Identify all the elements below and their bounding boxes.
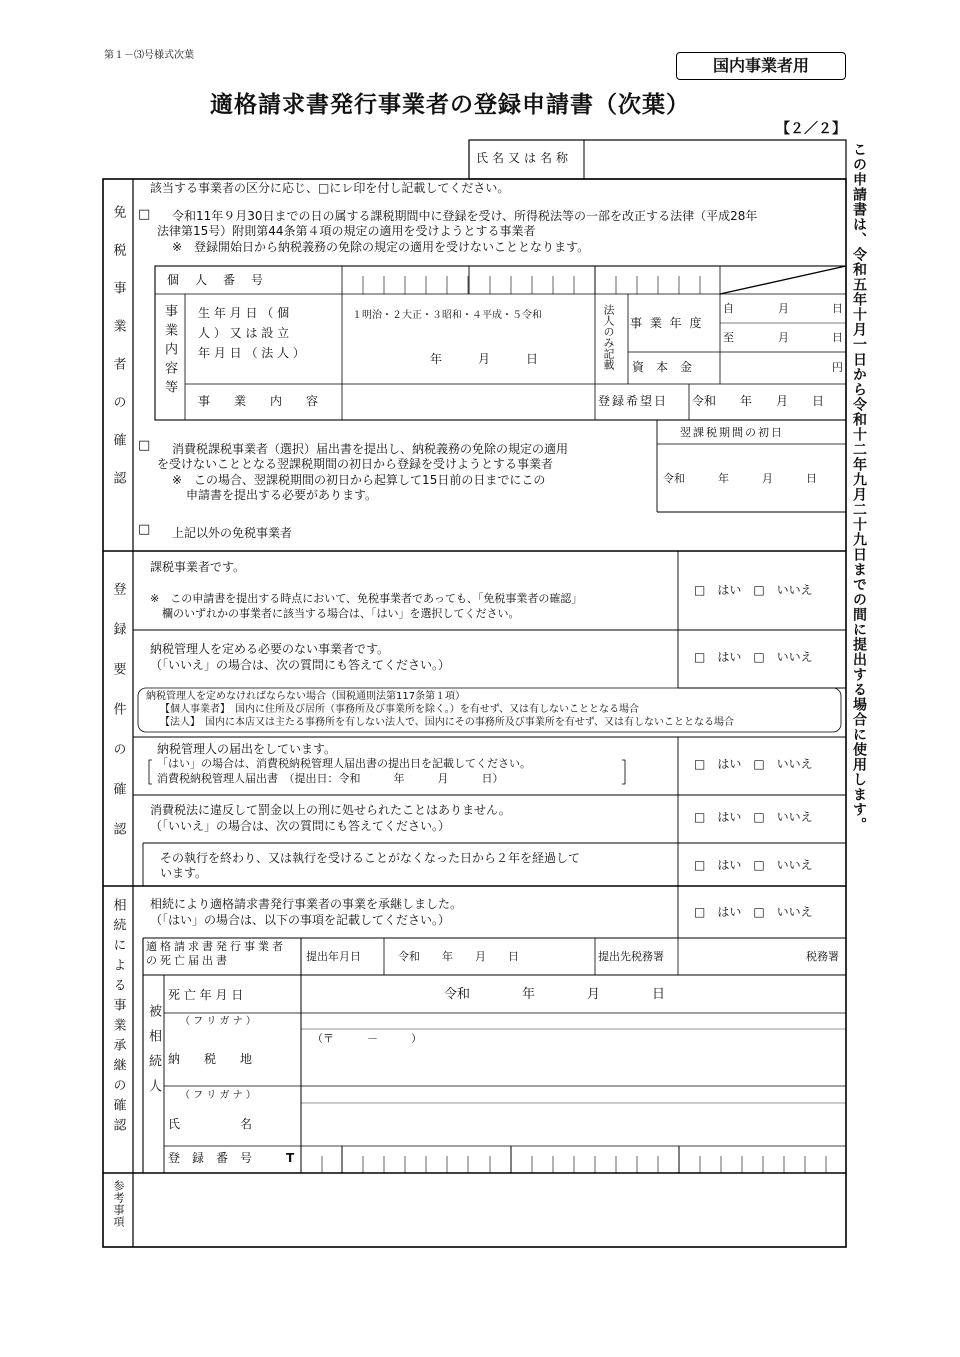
exempt-opt2-note2: 申請書を提出する必要があります。 xyxy=(186,488,378,502)
section-label-reference xyxy=(108,1180,128,1240)
reg-q3-line2: 「はい」の場合は、消費税納税管理人届出書の提出日を記載してください。 xyxy=(157,757,531,770)
name-input[interactable] xyxy=(586,142,844,177)
reg-q2-line2: （「いいえ」の場合は、次の質問にも答えてください。） xyxy=(150,658,451,672)
death-date-value[interactable]: 令和 年 月 日 xyxy=(444,987,666,1002)
dob-label-line2: 人 ） 又 は 設 立 xyxy=(198,326,290,340)
checkbox-exempt-opt2[interactable]: □ xyxy=(138,438,151,453)
corp-only-label: 法人のみ記載 xyxy=(602,304,615,370)
name-label: 氏名又は名称 xyxy=(476,151,573,165)
reg-q2-box-corporation: 【法人】 国内に本店又は主たる事務所を有しない法人で、国内にその事務所及び事業所を有せず、又は有しないこととなる場合 xyxy=(160,717,734,728)
fiscal-year-label: 事 業 年 度 xyxy=(630,316,704,330)
next-period-value[interactable]: 令和 年 月 日 xyxy=(663,472,817,485)
fiscal-from-month[interactable]: 月 xyxy=(778,302,789,315)
reg-number-prefix: T xyxy=(286,1151,295,1165)
section-label-succession-text: 相続による事業承継の確認 xyxy=(110,898,126,1138)
reg-q4-yes-no[interactable]: □ はい □ いいえ xyxy=(694,810,813,824)
address-label: 納 税 地 xyxy=(168,1052,253,1066)
reg-q1: 課税事業者です。 xyxy=(150,560,246,574)
reg-q3-line3[interactable]: 消費税納税管理人届出書 （提出日：令和 年 月 日） xyxy=(157,772,504,785)
page-title: 適格請求書発行事業者の登録申請書（次葉） xyxy=(210,92,690,118)
dob-label-line3: 年 月 日 （ 法 人 ） xyxy=(198,346,305,360)
capital-label: 資 本 金 xyxy=(632,360,693,374)
reg-q2-line1: 納税管理人を定める必要のない事業者です。 xyxy=(150,642,390,656)
succession-yes-no[interactable]: □ はい □ いいえ xyxy=(694,905,813,919)
individual-number-input[interactable] xyxy=(344,268,718,292)
checkbox-exempt-opt1[interactable]: □ xyxy=(138,207,151,222)
exempt-opt2-note1: ※ この場合、翌課税期間の初日から起算して15日前の日までにこの xyxy=(172,473,546,487)
reg-q3-yes-no[interactable]: □ はい □ いいえ xyxy=(694,757,813,771)
decedent-name-label: 氏 名 xyxy=(168,1117,253,1131)
next-period-label: 翌課税期間の初日 xyxy=(680,426,784,439)
fiscal-to-day[interactable]: 日 xyxy=(832,331,843,344)
reg-q1-yes-no[interactable]: □ はい □ いいえ xyxy=(694,583,813,597)
fiscal-to: 至 xyxy=(723,331,734,344)
business-content-label: 事 業 内 容 xyxy=(198,394,319,408)
reg-q2-box-individual: 【個人事業者】 国内に住所及び居所（事務所及び事業所を除く。）を有せず、又は有しないこととなる場合 xyxy=(160,704,639,715)
decedent-label: 被相続人 xyxy=(146,1004,161,1104)
death-date-label: 死 亡 年 月 日 xyxy=(168,988,244,1002)
reg-q4-line1: 消費税法に違反して罰金以上の刑に処せられたことはありません。 xyxy=(150,803,511,817)
reg-number-input[interactable] xyxy=(303,1148,844,1172)
reg-q5-line2: います。 xyxy=(160,866,208,880)
succession-q-line2: （「はい」の場合は、以下の事項を記載してください。） xyxy=(150,913,451,927)
reg-date-value[interactable]: 令和 年 月 日 xyxy=(692,394,825,408)
tax-office-label: 提出先税務署 xyxy=(598,950,664,963)
business-details-side-label: 事業内容等 xyxy=(162,304,177,399)
fiscal-to-month[interactable]: 月 xyxy=(778,331,789,344)
section-label-reference-text: 参考事項 xyxy=(112,1180,125,1228)
succession-q-line1: 相続により適格請求書発行事業者の事業を承継しました。 xyxy=(150,897,463,911)
reg-number-label: 登 録 番 号 xyxy=(168,1151,253,1165)
reg-q5-line1: その執行を終わり、又は執行を受けることがなくなった日から２年を経過して xyxy=(160,851,581,865)
submit-date-label: 提出年月日 xyxy=(306,950,361,963)
capital-yen[interactable]: 円 xyxy=(832,361,843,374)
tax-office-suffix[interactable]: 税務署 xyxy=(806,950,839,963)
page-indicator: 【２／２】 xyxy=(776,121,846,137)
exempt-opt1-line2: 法律第15号）附則第44条第４項の規定の適用を受けようとする事業者 xyxy=(157,224,536,238)
exempt-intro: 該当する事業者の区分に応じ、□にレ印を付し記載してください。 xyxy=(150,181,510,195)
submit-date-value[interactable]: 令和 年 月 日 xyxy=(398,950,519,963)
reg-date-label: 登録希望日 xyxy=(598,394,669,408)
name-furigana-label: （ フ リ ガ ナ ） xyxy=(180,1090,256,1101)
dob-ymd[interactable]: 年 月 日 xyxy=(430,352,539,366)
form-number: 第１－⑶号様式次葉 xyxy=(104,50,194,61)
address-input[interactable] xyxy=(303,1050,844,1084)
exempt-opt1-line1: 令和11年９月30日までの日の属する課税期間中に登録を受け、所得税法等の一部を改正する法律（平成28年 xyxy=(172,209,758,223)
fiscal-from-day[interactable]: 日 xyxy=(832,302,843,315)
individual-number-label: 個 人 番 号 xyxy=(167,273,266,287)
section-label-exempt-text: 免税事業者の確認 xyxy=(110,205,126,509)
reg-q1-note2: 欄のいずれかの事業者に該当する場合は、「はい」を選択してください。 xyxy=(162,607,520,620)
side-note: この申請書は、令和五年十月一日から令和十二年九月二十九日までの間に提出する場合に使用します。 xyxy=(851,142,867,832)
postal-code[interactable]: （〒 － ） xyxy=(312,1032,422,1045)
exempt-opt2-line2: を受けないこととなる翌課税期間の初日から登録を受けようとする事業者 xyxy=(157,457,554,471)
checkbox-exempt-opt3[interactable]: □ xyxy=(138,522,151,537)
exempt-opt2-line1: 消費税課税事業者（選択）届出書を提出し、納税義務の免除の規定の適用 xyxy=(172,442,569,456)
reg-q4-line2: （「いいえ」の場合は、次の質問にも答えてください。） xyxy=(150,819,451,833)
decedent-name-input[interactable] xyxy=(303,1106,844,1144)
domestic-badge: 国内事業者用 xyxy=(676,52,846,80)
exempt-opt3: 上記以外の免税事業者 xyxy=(172,526,293,540)
fiscal-from: 自 xyxy=(723,302,734,315)
business-content-input[interactable] xyxy=(344,386,593,418)
exempt-opt1-note: ※ 登録開始日から納税義務の免除の規定の適用を受けないこととなります。 xyxy=(172,240,590,254)
reg-q2-yes-no[interactable]: □ はい □ いいえ xyxy=(694,650,813,664)
reg-q1-note1: ※ この申請書を提出する時点において、免税事業者であっても、「免税事業者の確認」 xyxy=(150,592,583,605)
reg-q5-yes-no[interactable]: □ はい □ いいえ xyxy=(694,858,813,872)
section-label-succession xyxy=(108,898,128,1168)
dob-label-line1: 生 年 月 日 （ 個 xyxy=(198,306,290,320)
death-notice-label: 適格請求書発行事業者の死亡届出書 xyxy=(146,940,286,967)
section-label-exempt xyxy=(108,205,128,525)
section-label-reg xyxy=(108,582,128,862)
era-options[interactable]: １明治・２大正・３昭和・４平成・５令和 xyxy=(352,310,542,321)
reg-q2-box-title: 納税管理人を定めなければならない場合（国税通則法第117条第１項） xyxy=(146,691,466,702)
address-furigana-label: （ フ リ ガ ナ ） xyxy=(180,1016,256,1027)
reg-q3-line1: 納税管理人の届出をしています。 xyxy=(157,742,337,756)
reference-input[interactable] xyxy=(135,1175,844,1245)
section-label-reg-text: 登録要件の確認 xyxy=(110,582,126,862)
